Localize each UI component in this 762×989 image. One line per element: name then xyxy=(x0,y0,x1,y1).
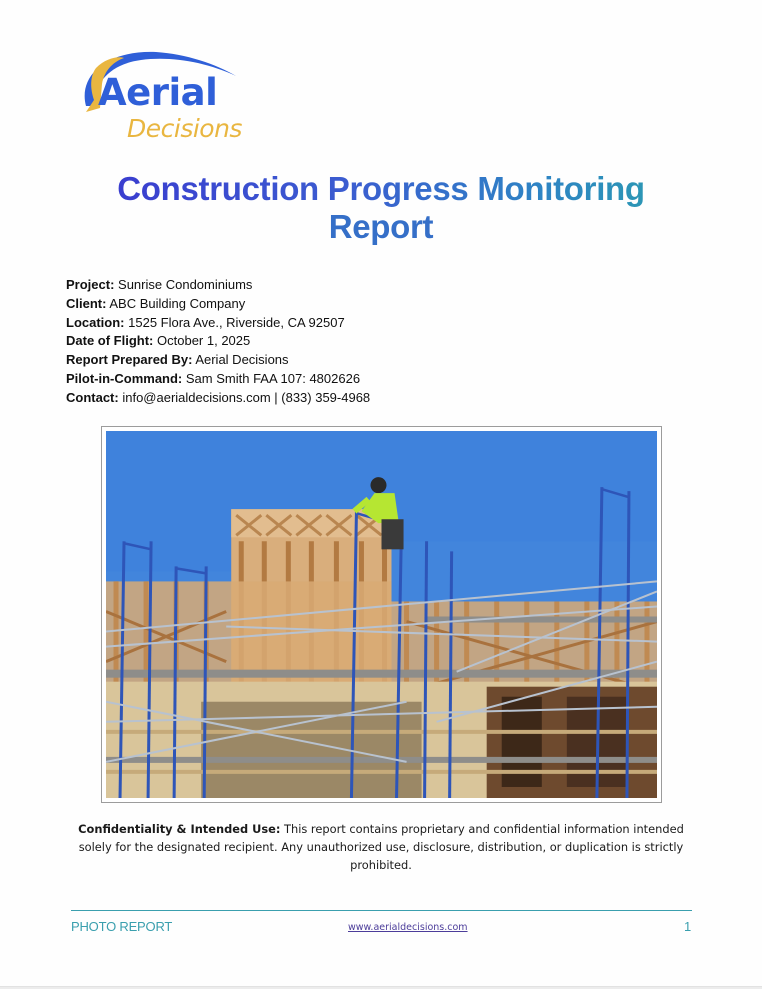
company-logo xyxy=(76,46,256,146)
meta-value: info@aerialdecisions.com | (833) 359-4968 xyxy=(122,389,371,405)
meta-value: Aerial Decisions xyxy=(195,352,289,368)
footer-website-link[interactable]: www.aerialdecisions.com xyxy=(348,922,468,933)
photo-frame xyxy=(101,426,662,803)
confidentiality-label: Confidentiality & Intended Use: xyxy=(78,822,281,836)
meta-location xyxy=(66,314,370,333)
construction-photo xyxy=(106,431,657,798)
construction-scene-image xyxy=(106,431,657,798)
project-details xyxy=(66,276,370,408)
meta-label: Contact: xyxy=(66,389,119,405)
footer-divider xyxy=(71,910,692,911)
meta-value: 1525 Flora Ave., Riverside, CA 92507 xyxy=(128,314,345,330)
report-title-line-2: Report xyxy=(328,208,434,245)
meta-prepared-by xyxy=(66,351,370,370)
logo-aerial-text: Aerial xyxy=(98,71,218,114)
confidentiality-notice xyxy=(70,820,692,874)
meta-date-of-flight xyxy=(66,332,370,351)
meta-project xyxy=(66,276,370,295)
report-title xyxy=(60,170,702,246)
meta-value: Sunrise Condominiums xyxy=(118,277,253,292)
meta-value: Sam Smith FAA 107: 4802626 xyxy=(185,370,361,386)
meta-label: Location: xyxy=(66,314,125,330)
footer-section-label: PHOTO REPORT xyxy=(71,919,173,934)
meta-label: Date of Flight: xyxy=(66,333,154,349)
page-number: 1 xyxy=(684,919,692,934)
confidentiality-text: This report contains proprietary and confidential information intended solely for the designated recipient. Any unauthorized use, disclosure, distribution, or duplication is strictly prohibited. xyxy=(78,822,684,872)
logo-decisions-text: Decisions xyxy=(127,114,242,143)
meta-label: Client: xyxy=(66,295,107,311)
report-title-line-1: Construction Progress Monitoring xyxy=(60,170,702,208)
meta-label: Project: xyxy=(66,277,115,292)
meta-value: ABC Building Company xyxy=(109,295,246,311)
meta-value: October 1, 2025 xyxy=(157,333,251,349)
meta-label: Pilot-in-Command: xyxy=(66,370,183,386)
meta-pilot-in-command xyxy=(66,370,370,389)
meta-label: Report Prepared By: xyxy=(66,352,193,368)
meta-client xyxy=(66,295,370,314)
meta-contact xyxy=(66,389,370,408)
